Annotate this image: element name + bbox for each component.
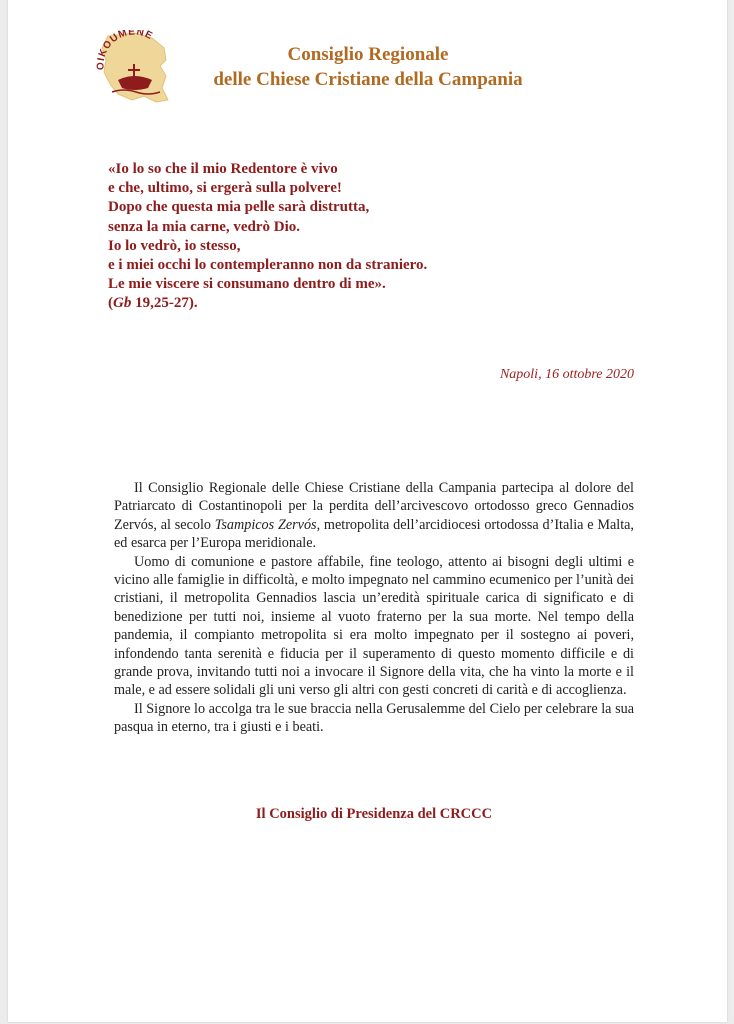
paragraph-1-text: Il Consiglio Regionale delle Chiese Cristiane della Campania partecipa al dolore del Patriarcato di Costantinopoli per la perdita dell’arcivescovo ortodosso greco Gennadios Zervós, al secolo xyxy=(114,480,634,533)
scripture-quote xyxy=(108,160,548,314)
letterhead-line-2: delle Chiese Cristiane della Campania xyxy=(213,69,523,90)
letterhead-line-1: Consiglio Regionale xyxy=(287,44,449,65)
paragraph-2: Uomo di comunione e pastore affabile, fine teologo, attento ai bisogni degli ultimi e vicino alle famiglie in difficoltà, e molto impegnato nel cammino ecumenico per l’unità dei cristiani, il metropolita Gennadios lascia un’eredità spirituale carica di significato e di benedizione per tutti noi, insieme al vuoto fraterno per la sua morte. Nel tempo della pandemia, il compianto metropolita si era molto impegnato per il sostegno ai poveri, infondendo tanta serenità e fiducia per il superamento di questo momento difficile e di grande prova, invitando tutti noi a invocare il Signore della vita, che ha vinto la morte e il male, e ad essere solidali gli uni verso gli altri con gesti concreti di carità e di accoglienza. xyxy=(114,553,634,699)
quote-line: «Io lo so che il mio Redentore è vivo xyxy=(108,161,338,177)
paragraph-1-text-end: , metropolita dell’arcidiocesi ortodossa d’Italia e Malta, ed esarca per l’Europa meridionale. xyxy=(114,516,634,552)
document-page xyxy=(8,0,727,1022)
logo-text: OIKOUMENE xyxy=(95,30,155,71)
signature: Il Consiglio di Presidenza del CRCCC xyxy=(255,806,493,822)
quote-line: Dopo che questa mia pelle sarà distrutta, xyxy=(108,199,370,216)
quote-ref-open: ( xyxy=(108,295,113,312)
quote-line: senza la mia carne, vedrò Dio. xyxy=(108,218,301,235)
quote-line: Le mie viscere si consumano dentro di me». xyxy=(108,276,386,293)
quote-ref-book: Gb xyxy=(113,295,132,312)
letter-date: Napoli, 16 ottobre 2020 xyxy=(499,367,634,382)
paragraph-1-italic-name: Tsampicos Zervós xyxy=(214,516,317,533)
oikoumene-logo-icon xyxy=(94,30,176,106)
quote-ref-rest: 19,25-27). xyxy=(131,295,198,312)
letterhead xyxy=(198,42,538,92)
quote-line: e che, ultimo, si ergerà sulla polvere! xyxy=(108,180,342,197)
paragraph-1 xyxy=(114,479,634,553)
quote-line: e i miei occhi lo contempleranno non da straniero. xyxy=(108,257,428,274)
quote-reference xyxy=(108,294,548,313)
letter-body xyxy=(114,479,634,737)
quote-line: Io lo vedrò, io stesso, xyxy=(108,237,241,254)
paragraph-3: Il Signore lo accolga tra le sue braccia nella Gerusalemme del Cielo per celebrare la sua pasqua in eterno, tra i giusti e i beati. xyxy=(114,700,634,736)
